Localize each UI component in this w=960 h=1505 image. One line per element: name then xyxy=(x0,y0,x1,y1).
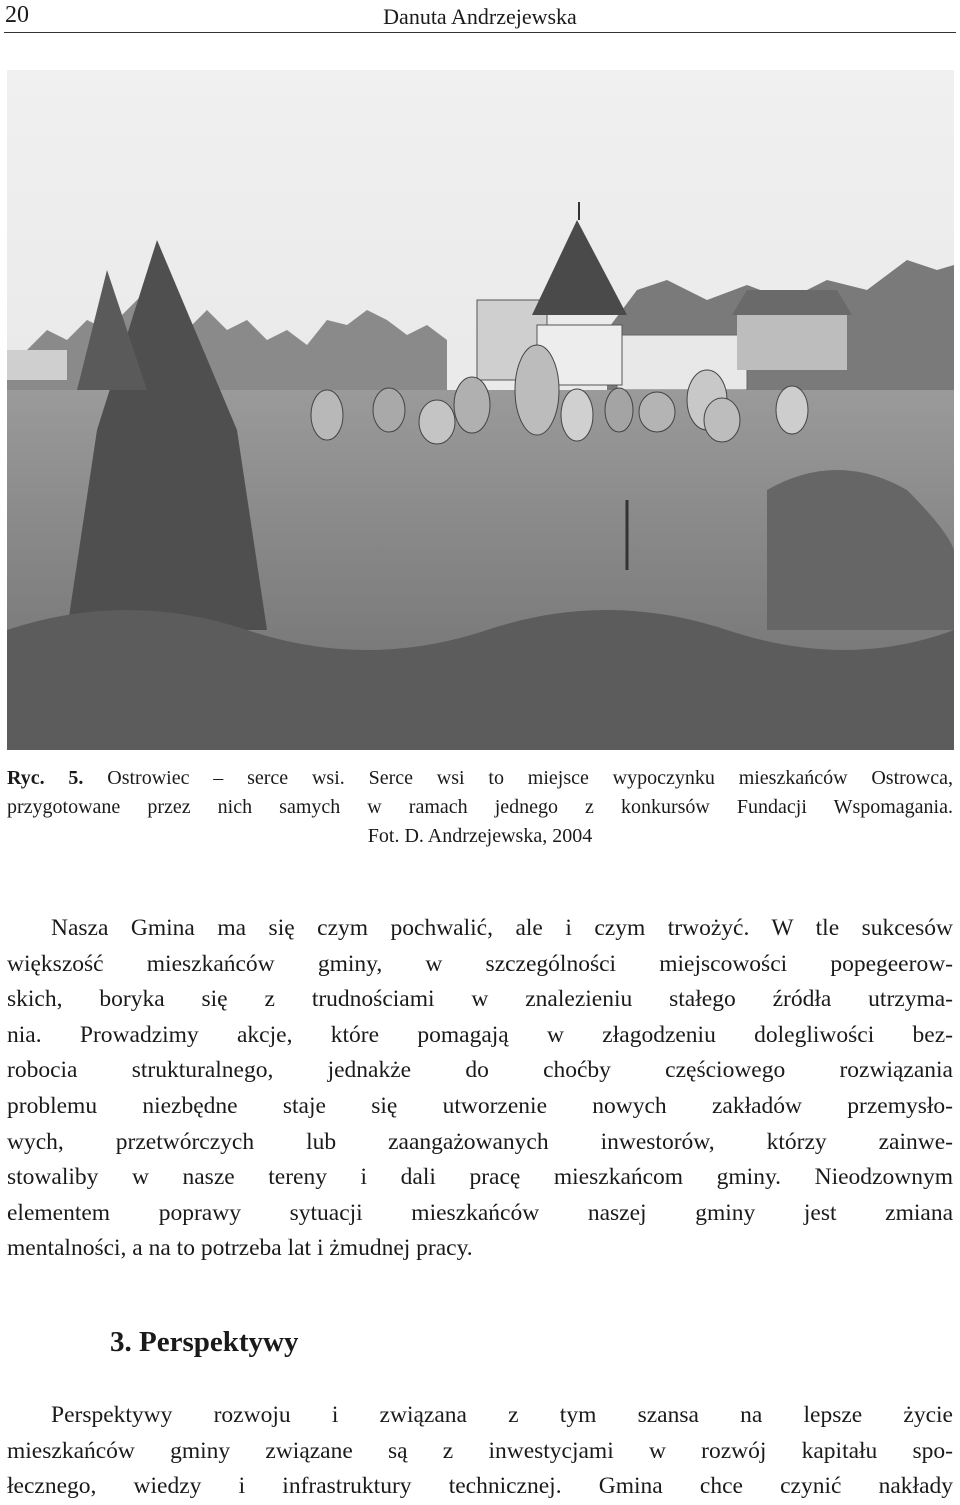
paragraph-line: skich, boryka się z trudnościami w znalezieniu stałego źródła utrzyma- xyxy=(7,986,953,1013)
section-heading: 3. Perspektywy xyxy=(110,1326,299,1358)
paragraph-gmina xyxy=(7,911,953,1267)
caption-label: Ryc. 5. xyxy=(7,767,84,789)
caption-line-1 xyxy=(7,764,953,793)
caption-text-1: Ostrowiec – serce wsi. Serce wsi to miejsce wypoczynku mieszkańców Ostrowca, xyxy=(83,767,953,789)
paragraph-line: Perspektywy rozwoju i związana z tym szansa na lepsze życie xyxy=(51,1402,953,1428)
paragraph-line: mieszkańców gminy związane są z inwestycjami w rozwój kapitału spo- xyxy=(7,1437,953,1464)
paragraph-line: wych, przetwórczych lub zaangażowanych inwestorów, którzy zainwe- xyxy=(7,1128,953,1155)
photo-credit: Fot. D. Andrzejewska, 2004 xyxy=(367,825,593,847)
paragraph-line: mentalności, a na to potrzeba lat i żmudnej pracy. xyxy=(7,1235,473,1262)
paragraph-line: stowaliby w nasze tereny i dali pracę mieszkańcom gminy. Nieodzownym xyxy=(7,1164,953,1191)
page-number: 20 xyxy=(5,2,29,28)
page-header xyxy=(0,0,960,32)
photo-stone-circle xyxy=(7,70,954,750)
paragraph-line: łecznego, wiedzy i infrastruktury technicznej. Gmina chce czynić nakłady xyxy=(7,1473,953,1500)
paragraph-perspektywy xyxy=(7,1398,953,1505)
paragraph-line: Nasza Gmina ma się czym pochwalić, ale i czym trwożyć. W tle sukcesów xyxy=(51,915,953,941)
header-rule xyxy=(4,32,956,33)
photo-illustration xyxy=(7,70,954,750)
paragraph-line: większość mieszkańców gminy, w szczególności miejscowości popegeerow- xyxy=(7,950,953,977)
figure-caption xyxy=(7,764,953,851)
paragraph-line: problemu niezbędne staje się utworzenie nowych zakładów przemysło- xyxy=(7,1092,953,1119)
paragraph-line: nia. Prowadzimy akcje, które pomagają w złagodzeniu dolegliwości bez- xyxy=(7,1021,953,1048)
running-head: Danuta Andrzejewska xyxy=(383,4,577,29)
paragraph-line: elementem poprawy sytuacji mieszkańców naszej gminy jest zmiana xyxy=(7,1199,953,1226)
paragraph-line: robocia strukturalnego, jednakże do choćby częściowego rozwiązania xyxy=(7,1057,953,1084)
caption-line-2: przygotowane przez nich samych w ramach jednego z konkursów Fundacji Wspomagania. xyxy=(7,796,953,818)
